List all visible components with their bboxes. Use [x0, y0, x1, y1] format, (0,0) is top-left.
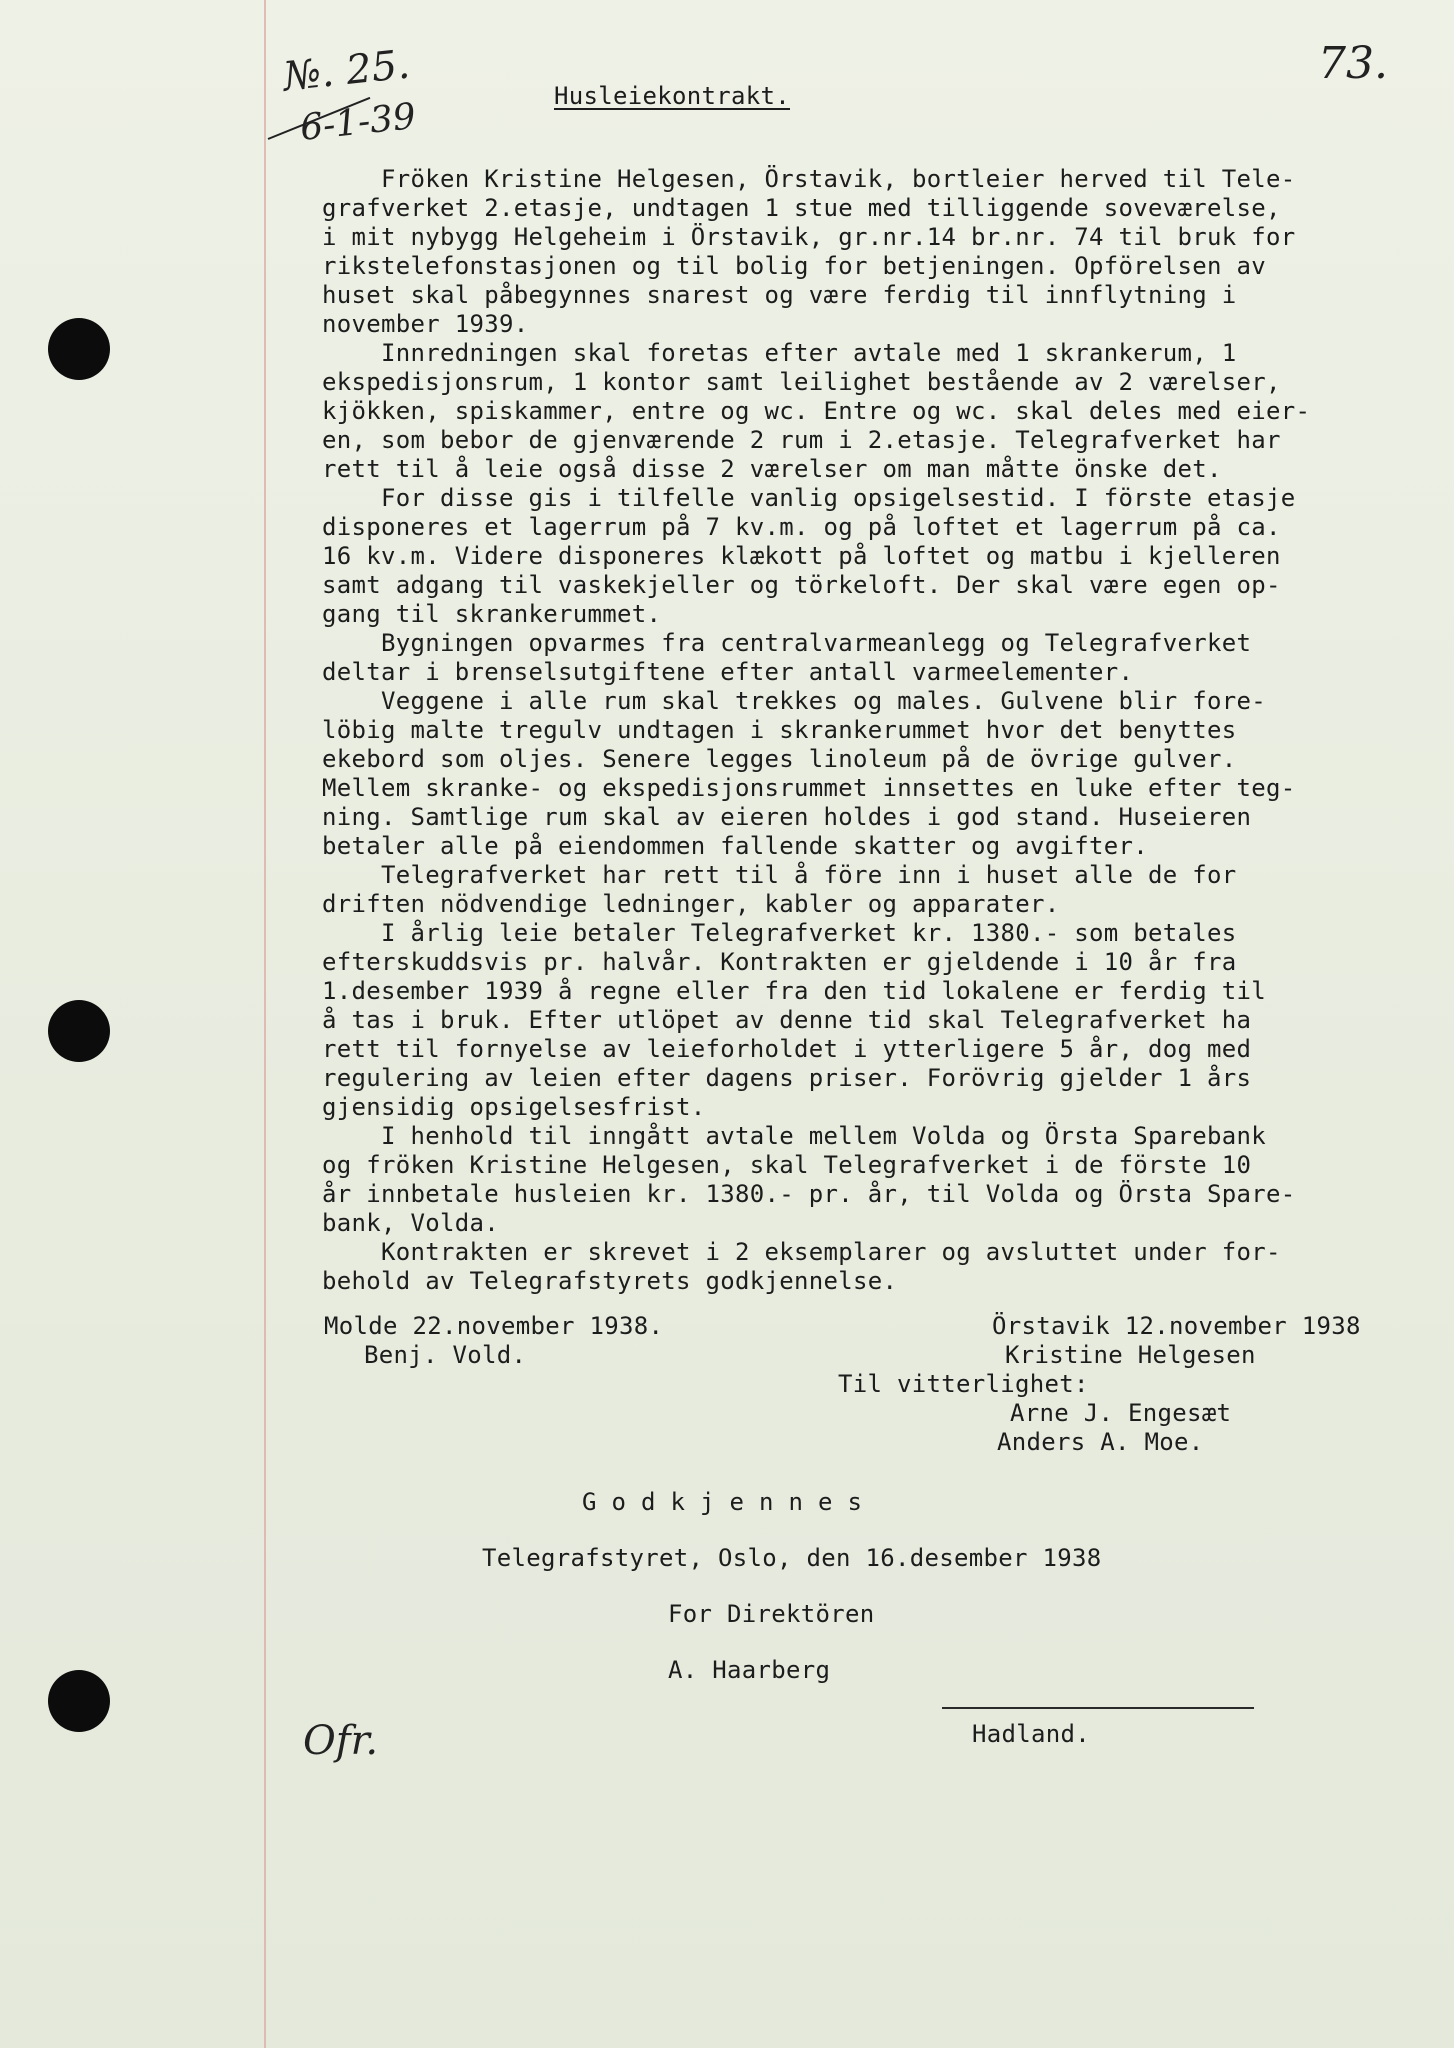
- witness-label: Til vitterlighet:: [838, 1370, 1089, 1398]
- approval-for-label: For Direktören: [668, 1600, 875, 1628]
- right-signer-name: Kristine Helgesen: [1005, 1341, 1256, 1369]
- body-line: I årlig leie betaler Telegrafverket kr. 1380.- som betales: [322, 919, 1237, 947]
- body-line: huset skal påbegynnes snarest og være ferdig til innflytning i: [322, 281, 1237, 309]
- registration-number: №. 25.: [280, 41, 412, 101]
- body-line: gang til skrankerummet.: [322, 600, 662, 628]
- body-line: Bygningen opvarmes fra centralvarmeanlegg og Telegrafverket: [322, 629, 1252, 657]
- contract-body: [322, 165, 1412, 1296]
- body-line: efterskuddsvis pr. halvår. Kontrakten er gjeldende i 10 år fra: [322, 948, 1237, 976]
- body-line: driften nödvendige ledninger, kabler og apparater.: [322, 890, 1060, 918]
- body-line: rikstelefonstasjonen og til bolig for betjeningen. Opförelsen av: [322, 252, 1266, 280]
- body-line: kjökken, spiskammer, entre og wc. Entre og wc. skal deles med eier-: [322, 397, 1311, 425]
- body-line: For disse gis i tilfelle vanlig opsigelsestid. I förste etasje: [322, 484, 1296, 512]
- right-place-date: Örstavik 12.november 1938: [992, 1312, 1361, 1340]
- body-line: og fröken Kristine Helgesen, skal Telegrafverket i de förste 10: [322, 1151, 1252, 1179]
- body-line: samt adgang til vaskekjeller og törkeloft. Der skal være egen op-: [322, 571, 1281, 599]
- body-line: Veggene i alle rum skal trekkes og males. Gulvene blir fore-: [322, 687, 1266, 715]
- body-line: rett til å leie også disse 2 værelser om man måtte önske det.: [322, 455, 1222, 483]
- body-line: Telegrafverket har rett til å före inn i huset alle de for: [322, 861, 1237, 889]
- body-line: gjensidig opsigelsesfrist.: [322, 1093, 706, 1121]
- body-line: Kontrakten er skrevet i 2 eksemplarer og avsluttet under for-: [322, 1238, 1281, 1266]
- body-line: 1.desember 1939 å regne eller fra den tid lokalene er ferdig til: [322, 977, 1266, 1005]
- body-line: disponeres et lagerrum på 7 kv.m. og på loftet et lagerrum på ca.: [322, 513, 1281, 541]
- witness-name: Arne J. Engesæt: [1010, 1399, 1232, 1427]
- punch-hole: [48, 318, 110, 380]
- body-line: deltar i brenselsutgiftene efter antall varmeelementer.: [322, 658, 1134, 686]
- body-line: I henhold til inngått avtale mellem Volda og Örsta Sparebank: [322, 1122, 1266, 1150]
- punch-hole: [48, 1670, 110, 1732]
- body-line: ekebord som oljes. Senere legges linoleum på de övrige gulver.: [322, 745, 1237, 773]
- body-line: november 1939.: [322, 310, 529, 338]
- registration-date: 6-1-39: [298, 96, 418, 149]
- signature-line: [942, 1707, 1254, 1709]
- page-number: 73.: [1318, 38, 1388, 89]
- body-line: Fröken Kristine Helgesen, Örstavik, bortleier herved til Tele-: [322, 165, 1296, 193]
- body-line: grafverket 2.etasje, undtagen 1 stue med tilliggende soveværelse,: [322, 194, 1281, 222]
- margin-rule: [264, 0, 266, 2048]
- left-place-date: Molde 22.november 1938.: [324, 1312, 664, 1340]
- body-line: rett til fornyelse av leieforholdet i ytterligere 5 år, dog med: [322, 1035, 1252, 1063]
- body-line: bank, Volda.: [322, 1209, 499, 1237]
- punch-hole: [48, 1000, 110, 1062]
- body-line: Mellem skranke- og ekspedisjonsrummet innsettes en luke efter teg-: [322, 774, 1296, 802]
- approval-place-date: Telegrafstyret, Oslo, den 16.desember 1938: [482, 1544, 1102, 1572]
- left-signer-name: Benj. Vold.: [364, 1341, 527, 1369]
- body-line: 16 kv.m. Videre disponeres klækott på loftet og matbu i kjelleren: [322, 542, 1281, 570]
- document-title: Husleiekontrakt.: [554, 82, 790, 110]
- body-line: en, som bebor de gjenværende 2 rum i 2.etasje. Telegrafverket har: [322, 426, 1281, 454]
- body-line: regulering av leien efter dagens priser. Forövrig gjelder 1 års: [322, 1064, 1252, 1092]
- body-line: å tas i bruk. Efter utlöpet av denne tid skal Telegrafverket ha: [322, 1006, 1252, 1034]
- body-line: betaler alle på eiendommen fallende skatter og avgifter.: [322, 832, 1148, 860]
- approval-signer-2: Hadland.: [972, 1720, 1090, 1748]
- initials: Ofr.: [303, 1718, 379, 1764]
- body-line: år innbetale husleien kr. 1380.- pr. år, til Volda og Örsta Spare-: [322, 1180, 1296, 1208]
- approval-label: G o d k j e n n e s: [582, 1488, 863, 1516]
- body-line: löbig malte tregulv undtagen i skrankerummet hvor det benyttes: [322, 716, 1237, 744]
- body-line: Innredningen skal foretas efter avtale med 1 skrankerum, 1: [322, 339, 1237, 367]
- witness-name: Anders A. Moe.: [997, 1428, 1204, 1456]
- body-line: i mit nybygg Helgeheim i Örstavik, gr.nr.14 br.nr. 74 til bruk for: [322, 223, 1296, 251]
- body-line: ning. Samtlige rum skal av eieren holdes i god stand. Huseieren: [322, 803, 1252, 831]
- body-line: behold av Telegrafstyrets godkjennelse.: [322, 1267, 898, 1295]
- body-line: ekspedisjonsrum, 1 kontor samt leilighet bestående av 2 værelser,: [322, 368, 1281, 396]
- approval-signer: A. Haarberg: [668, 1656, 831, 1684]
